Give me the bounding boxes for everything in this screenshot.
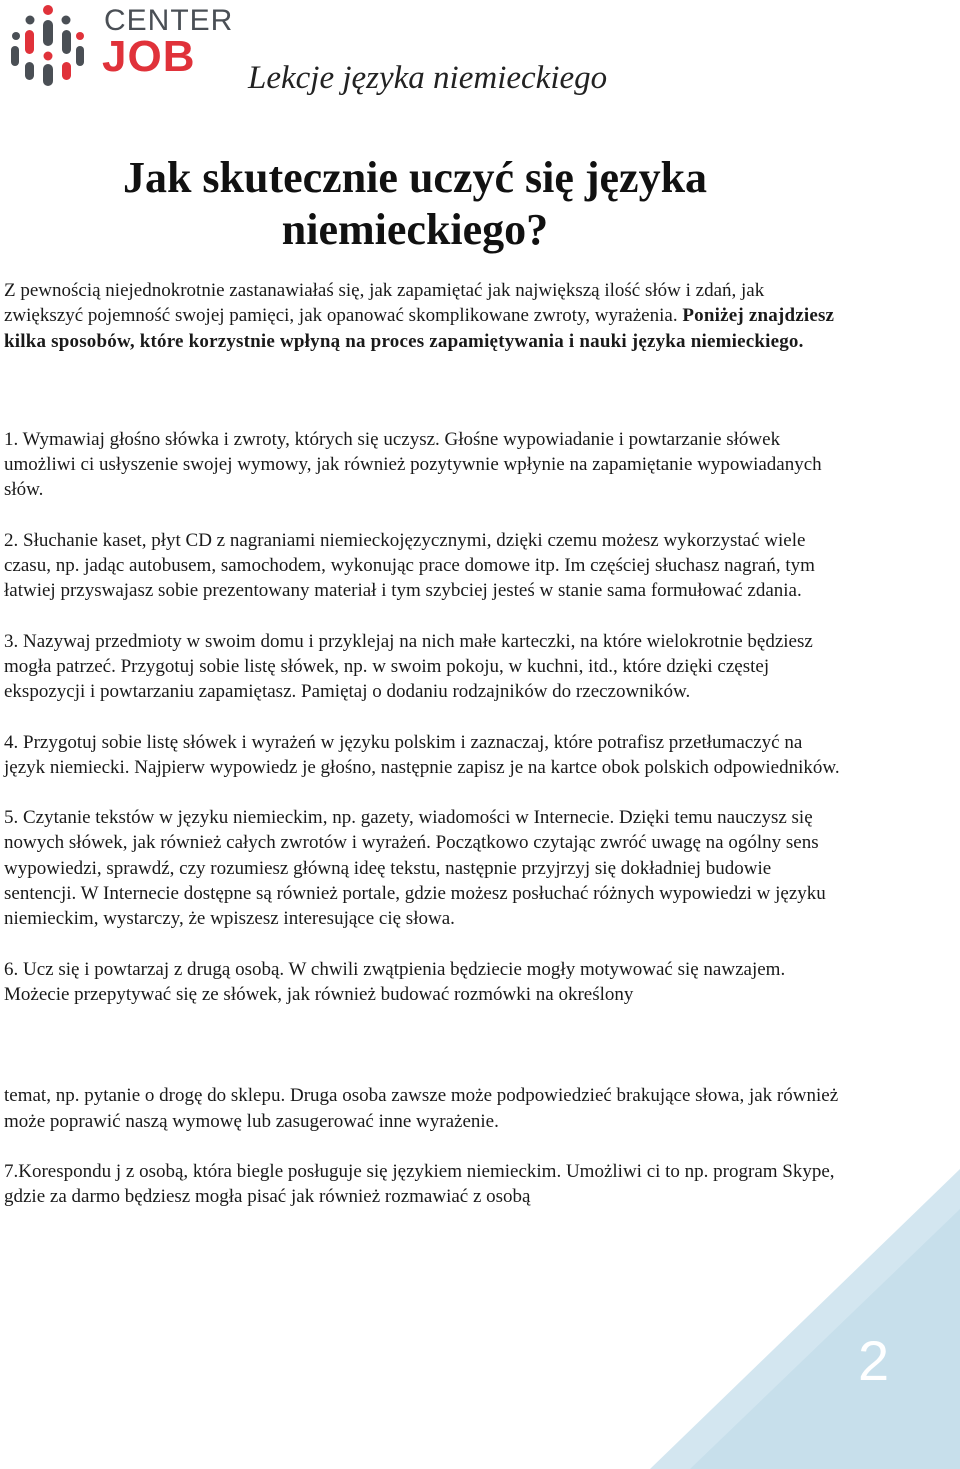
page-title: Jak skutecznie uczyć się języka niemieckiego? [122, 153, 708, 254]
corner-decoration [650, 1169, 960, 1469]
tip-paragraph: 3. Nazywaj przedmioty w swoim domu i przyklejaj na nich małe karteczki, na które wielokrotnie będziesz mogła patrzeć. Przygotuj sobie listę słówek, np. w swoim pokoju, w kuchni, itd., które dzięki częstej ekspozycji i powtarzaniu zapamiętasz. Pamiętaj o dodaniu rodzajników do rzeczowników. [4, 630, 813, 703]
tip-paragraph: 5. Czytanie tekstów w języku niemieckim, np. gazety, wiadomości w Internecie. Dzięki temu nauczysz się nowych słówek, jak również całych zwrotów i wyrażeń. Początkowo czytając zwróć uwagę na ogólny sens wypowiedzi, sprawdź, czy rozumiesz główną ideę tekstu, następnie przyjrzyj się dokładniej budowie sentencji. W Internecie dostępne są również portale, gdzie możesz posłuchać różnych wypowiedzi w języku niemieckim, wystarczy, że wpiszesz interesujące cię słowa. [4, 807, 826, 930]
tip-paragraph: 7.Korespondu j z osobą, która biegle posługuje się językiem niemieckim. Umożliwi ci to np. program Skype, gdzie za darmo będziesz mogła pisać jak również rozmawiać z osobą [4, 1160, 835, 1208]
intro-text: Z pewnością niejednokrotnie zastanawiałaś się, jak zapamiętać jak największą ilość słów i zdań, jak zwiększyć pojemność swojej pamięci, jak opanować skomplikowane zwroty, wyrażenia. [4, 280, 765, 327]
tip-paragraph-continued: temat, np. pytanie o drogę do sklepu. Druga osoba zawsze może podpowiedzieć brakujące słowa, jak również może poprawić naszą wymowę lub zasugerować inne wyrażenie. [4, 1085, 839, 1132]
tip-paragraph: 1. Wymawiaj głośno słówka i zwroty, których się uczysz. Głośne wypowiadanie i powtarzanie słówek umożliwi ci usłyszenie swojej wymowy, jak również pozytywnie wpłynie na zapamiętanie wypowiadanych słów. [4, 428, 822, 501]
intro-paragraph [4, 278, 844, 354]
logo-text-job: JOB [102, 32, 196, 81]
intro-bold-text: Poniżej znajdziesz kilka sposobów, które korzystnie wpłyną na proces zapamiętywania i nauki języka niemieckiego. [4, 305, 835, 352]
page-number: 2 [858, 1329, 890, 1392]
tip-paragraph: 2. Słuchanie kaset, płyt CD z nagraniami niemieckojęzycznymi, dzięki czemu możesz wykorzystać wiele czasu, np. jadąc autobusem, samochodem, wykonując prace domowe itp. Im częściej słuchasz nagrań, tym łatwiej przyswajasz sobie prezentowany materiał i tym szybciej jesteś w stanie sama formułować zdania. [4, 529, 815, 602]
center-job-logo-icon [8, 2, 100, 90]
logo-text-center: CENTER [104, 4, 234, 37]
center-job-logo [8, 2, 238, 90]
article-body [4, 278, 844, 1209]
tip-paragraph: 6. Ucz się i powtarzaj z drugą osobą. W chwili zwątpienia będziecie mogły motywować się nawzajem. Możecie przepytywać się ze słówek, jak również budować rozmówki na określony [4, 958, 786, 1005]
header-subtitle: Lekcje języka niemieckiego [248, 60, 608, 96]
tip-paragraph: 4. Przygotuj sobie listę słówek i wyrażeń w języku polskim i zaznaczaj, które potrafisz przetłumaczyć na język niemiecki. Najpierw wypowiedz je głośno, następnie zapisz je na kartce obok polskich odpowiedników. [4, 731, 840, 778]
